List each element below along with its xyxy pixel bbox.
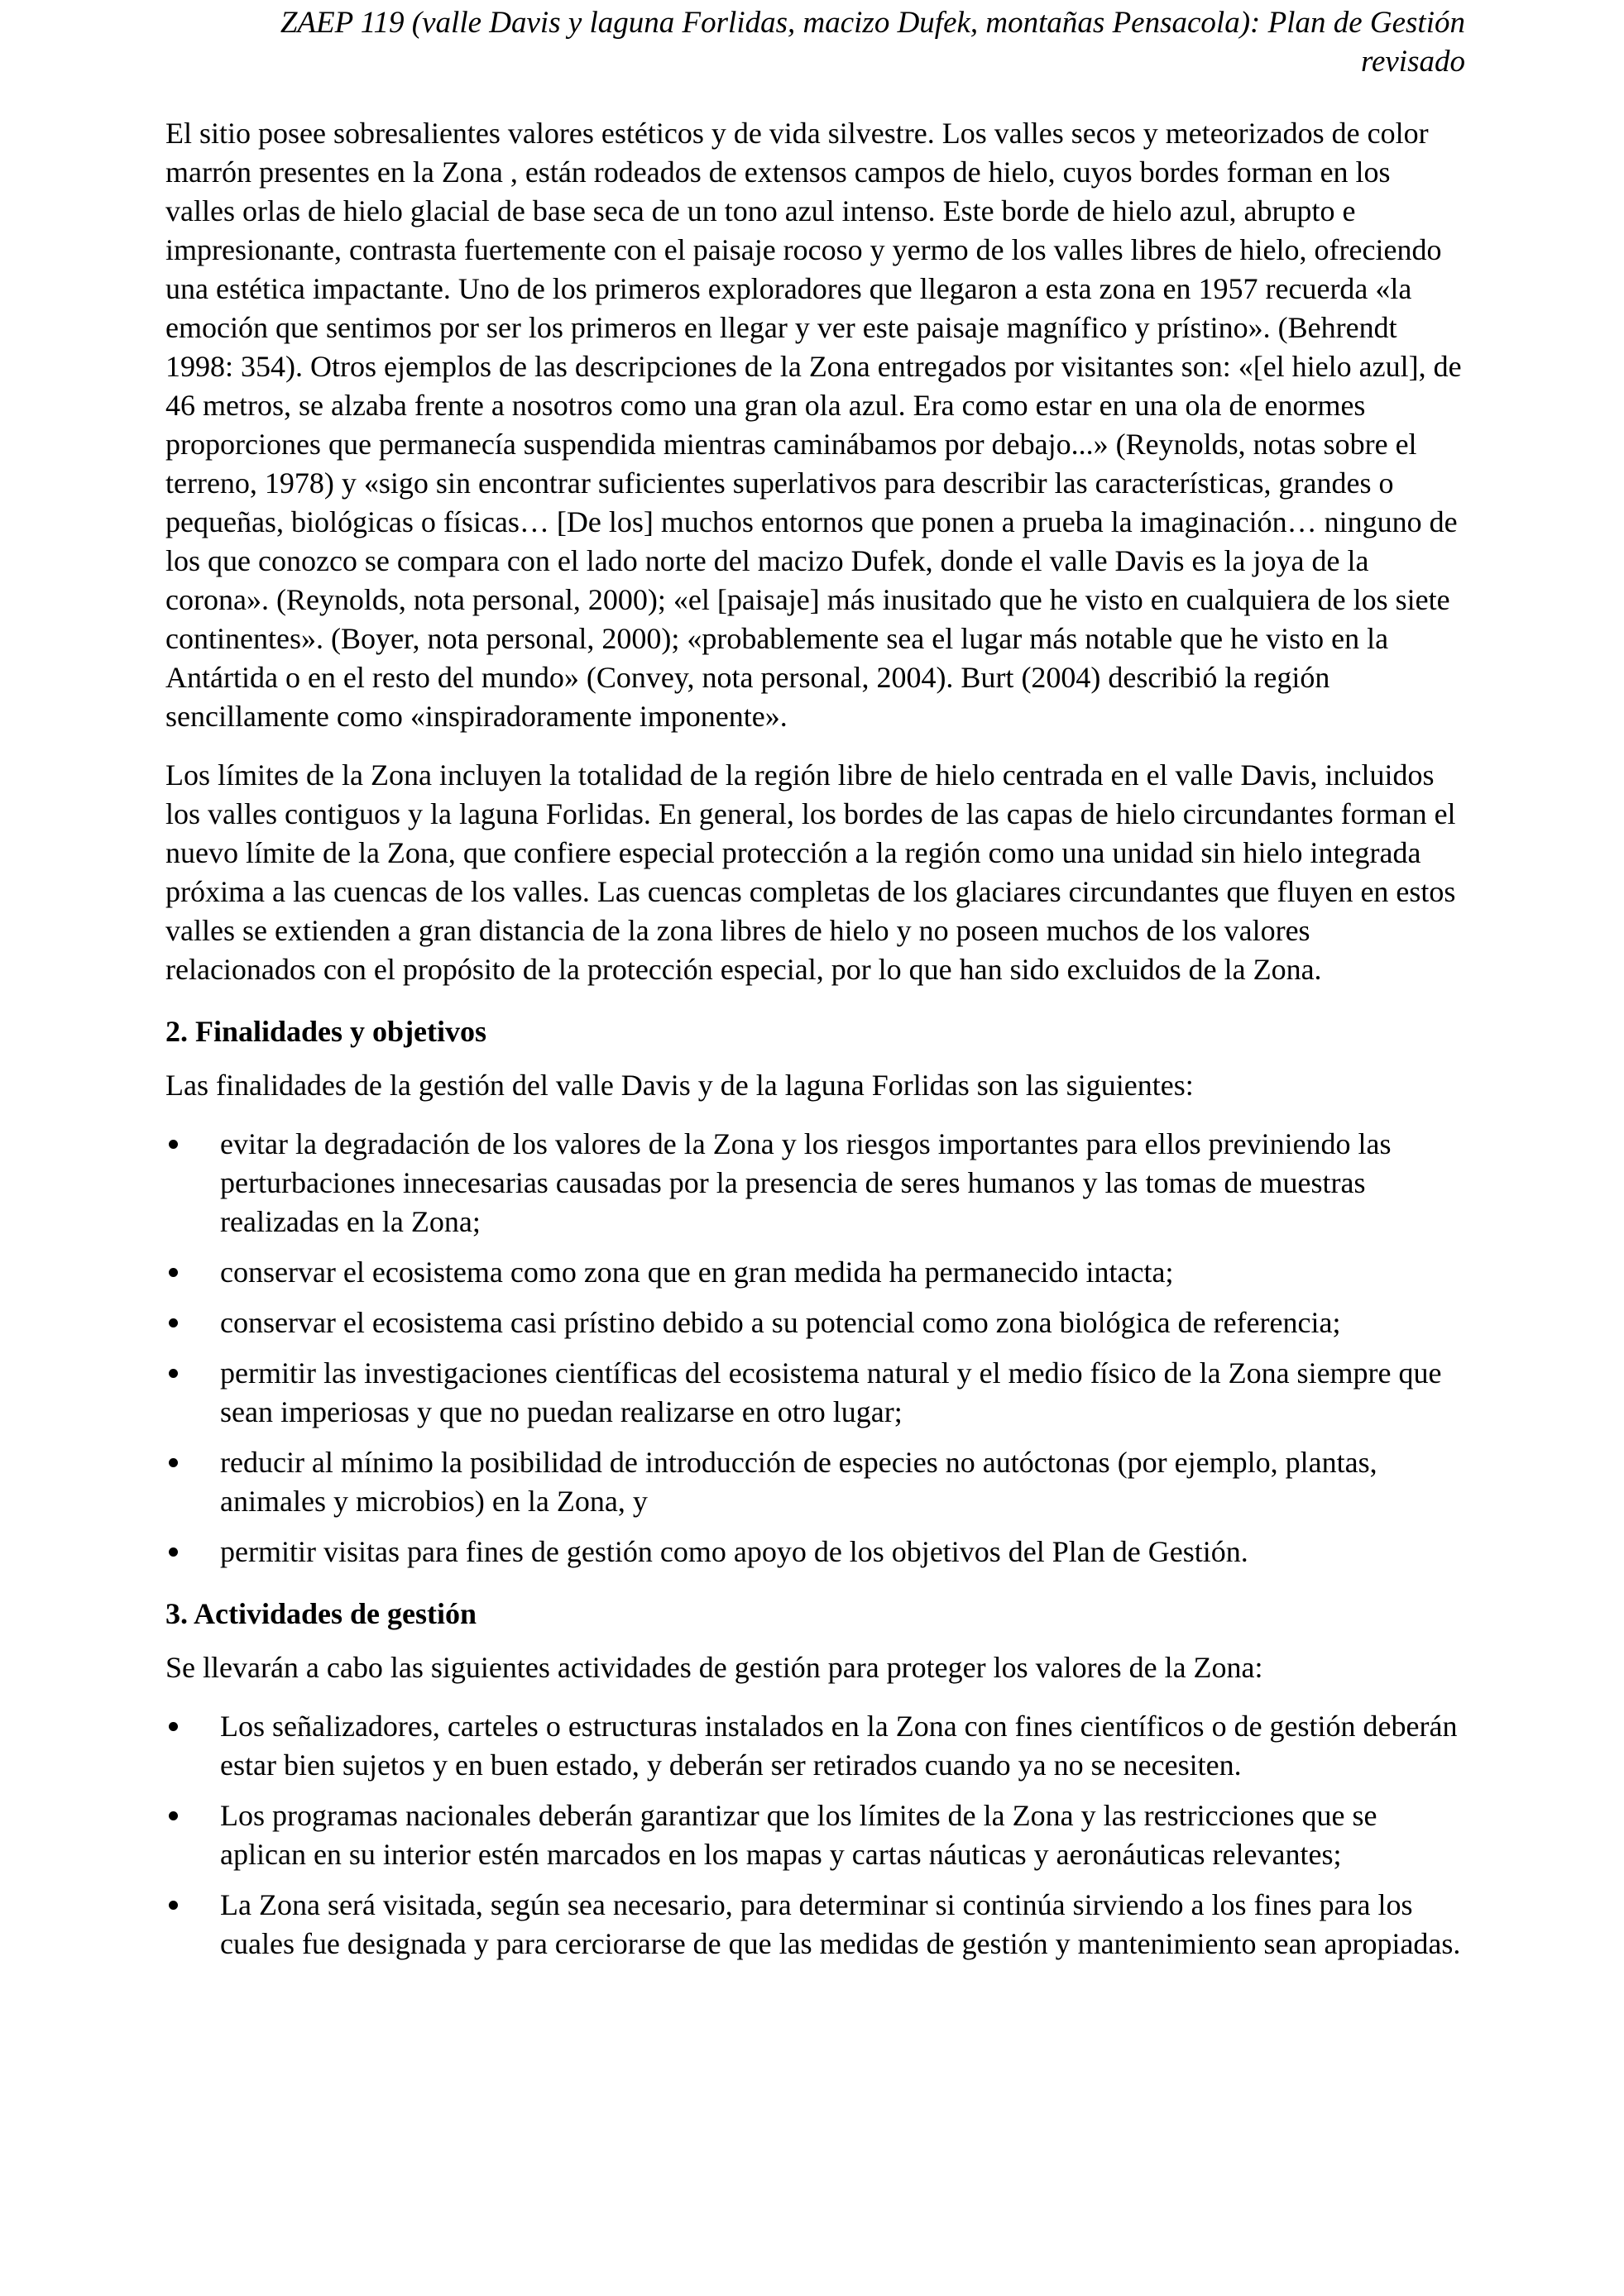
list-item-text: Los señalizadores, carteles o estructuras instalados en la Zona con fines científicos o de gestión deberán estar bien sujetos y en buen estado, y deberán ser retirados cuando ya no se necesiten. <box>220 1710 1458 1782</box>
bullet-icon <box>169 1722 178 1731</box>
list-item-text: Los programas nacionales deberán garantizar que los límites de la Zona y las restricciones que se aplican en su interior estén marcados en los mapas y cartas náuticas y aeronáuticas relevantes; <box>220 1799 1377 1871</box>
list-item-text: conservar el ecosistema como zona que en gran medida ha permanecido intacta; <box>220 1256 1174 1289</box>
list-item-text: reducir al mínimo la posibilidad de introducción de especies no autóctonas (por ejemplo, plantas, animales y microbios) en la Zona, y <box>220 1446 1377 1518</box>
list-item-text: evitar la degradación de los valores de la Zona y los riesgos importantes para ellos previniendo las perturbaciones innecesarias causadas por la presencia de seres humanos y las tomas de muestras realizadas en la Zona; <box>220 1127 1392 1238</box>
bullet-icon <box>169 1268 178 1277</box>
running-header: ZAEP 119 (valle Davis y laguna Forlidas, macizo Dufek, montañas Pensacola): Plan de Gestión revisado <box>280 6 1465 79</box>
list-item <box>165 1707 1464 1785</box>
bullet-icon <box>169 1318 178 1327</box>
section-intro-purposes: Las finalidades de la gestión del valle Davis y de la laguna Forlidas son las siguientes: <box>165 1069 1194 1102</box>
list-item-text: permitir visitas para fines de gestión como apoyo de los objetivos del Plan de Gestión. <box>220 1535 1248 1568</box>
list-item <box>165 1796 1464 1874</box>
section-heading-purposes: 2. Finalidades y objetivos <box>165 1015 487 1048</box>
list-item <box>165 1354 1464 1432</box>
bullet-icon <box>169 1547 178 1557</box>
purposes-list <box>165 1125 1464 1571</box>
paragraph-aesthetic-values: El sitio posee sobresalientes valores estéticos y de vida silvestre. Los valles secos y meteorizados de color marrón presentes en la Zona , están rodeados de extensos campos de hielo, cuyos bordes forman en los valles orlas de hielo glacial de base seca de un tono azul intenso. Este borde de hielo azul, abrupto e impresionante, contrasta fuertemente con el paisaje rocoso y yermo de los valles libres de hielo, ofreciendo una estética impactante. Uno de los primeros exploradores que llegaron a esta zona en 1957 recuerda «la emoción que sentimos por ser los primeros en llegar y ver este paisaje magnífico y prístino». (Behrendt 1998: 354). Otros ejemplos de las descripciones de la Zona entregados por visitantes son: «[el hielo azul], de 46 metros, se alzaba frente a nosotros como una gran ola azul. Era como estar en una ola de enormes proporciones que permanecía suspendida mientras caminábamos por debajo...» (Reynolds, notas sobre el terreno, 1978) y «sigo sin encontrar suficientes superlativos para describir las características, grandes o pequeñas, biológicas o físicas… [De los] muchos entornos que ponen a prueba la imaginación… ninguno de los que conozco se compara con el lado norte del macizo Dufek, donde el valle Davis es la joya de la corona». (Reynolds, nota personal, 2000); «el [paisaje] más inusitado que he visto en cualquiera de los siete continentes». (Boyer, nota personal, 2000); «probablemente sea el lugar más notable que he visto en la Antártida o en el resto del mundo» (Convey, nota personal, 2004). Burt (2004) describió la región sencillamente como «inspiradoramente imponente». <box>165 117 1462 733</box>
bullet-icon <box>169 1369 178 1378</box>
list-item <box>165 1253 1464 1292</box>
bullet-icon <box>169 1811 178 1820</box>
management-list <box>165 1707 1464 1964</box>
list-item-text: La Zona será visitada, según sea necesario, para determinar si continúa sirviendo a los fines para los cuales fue designada y para cerciorarse de que las medidas de gestión y mantenimiento sean apropiadas. <box>220 1888 1461 1960</box>
section-heading-management: 3. Actividades de gestión <box>165 1597 477 1630</box>
list-item-text: permitir las investigaciones científicas del ecosistema natural y el medio físico de la Zona siempre que sean imperiosas y que no puedan realizarse en otro lugar; <box>220 1356 1442 1428</box>
list-item <box>165 1886 1464 1964</box>
list-item-text: conservar el ecosistema casi prístino debido a su potencial como zona biológica de referencia; <box>220 1306 1341 1339</box>
list-item <box>165 1303 1464 1342</box>
list-item <box>165 1125 1464 1241</box>
bullet-icon <box>169 1140 178 1149</box>
bullet-icon <box>169 1901 178 1910</box>
document-body <box>165 114 1464 1983</box>
list-item <box>165 1443 1464 1521</box>
list-item <box>165 1533 1464 1571</box>
section-intro-management: Se llevarán a cabo las siguientes actividades de gestión para proteger los valores de la Zona: <box>165 1651 1263 1684</box>
paragraph-zone-boundaries: Los límites de la Zona incluyen la totalidad de la región libre de hielo centrada en el valle Davis, incluidos los valles contiguos y la laguna Forlidas. En general, los bordes de las capas de hielo circundantes forman el nuevo límite de la Zona, que confiere especial protección a la región como una unidad sin hielo integrada próxima a las cuencas de los valles. Las cuencas completas de los glaciares circundantes que fluyen en estos valles se extienden a gran distancia de la zona libres de hielo y no poseen muchos de los valores relacionados con el propósito de la protección especial, por lo que han sido excluidos de la Zona. <box>165 758 1456 986</box>
bullet-icon <box>169 1458 178 1467</box>
